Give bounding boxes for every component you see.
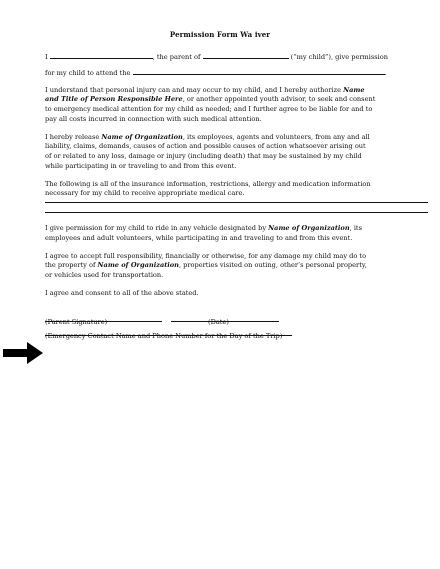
para5-text-b: the property of <box>45 261 96 270</box>
para2-placeholder-org: Name of Organization <box>101 132 183 141</box>
event-name-field[interactable] <box>133 68 385 75</box>
event-line <box>45 68 430 78</box>
para3-text-a: The following is all of the insurance information, restrictions, allergy and medication information <box>45 179 371 188</box>
para5-placeholder-org: Name of Organization <box>97 261 179 270</box>
para1-text-e: to emergency medical attention for my child as needed; and I further agree to be liable for and to <box>45 104 373 113</box>
insurance-info-line-1[interactable] <box>45 202 428 203</box>
vehicle-permission-paragraph <box>45 224 430 243</box>
para2-text-f: while participating in or traveling to and from this event. <box>45 161 237 170</box>
para4-text-a: I give permission for my child to ride in any vehicle designated by <box>45 223 267 232</box>
child-name-field[interactable] <box>203 52 289 59</box>
para4-text-d: employees and adult volunteers, while participating in and traveling to and from this event. <box>45 233 353 242</box>
para1-placeholder-title: and Title of Person Responsible Here <box>45 95 183 104</box>
document-body <box>45 52 430 342</box>
para3-text-b: necessary for my child to receive appropriate medical care. <box>45 189 245 198</box>
para1-text-a: I understand that personal injury can and may occur to my child, and I hereby authorize <box>45 85 341 94</box>
document-title: Permission Form Wa iver <box>169 30 271 39</box>
para2-text-d: liability, claims, demands, causes of action and possible causes of action whatsoever arising out <box>45 142 366 151</box>
para4-text-c: , its <box>349 223 362 232</box>
arrow-right-icon <box>3 342 43 368</box>
line1-text-b: , the parent of <box>152 53 201 61</box>
para2-text-e: of or related to any loss, damage or injury (including death) that may be sustained by my child <box>45 151 362 160</box>
insurance-info-line-2[interactable] <box>45 212 428 213</box>
para5-text-d: , properties visited on outing, other’s personal property, <box>178 261 367 270</box>
para2-text-a: I hereby release <box>45 132 100 141</box>
line1-text-c: (“my child”), give permission <box>290 53 388 61</box>
line2-text-b: . <box>384 68 387 77</box>
para2-text-c: , its employees, agents and volunteers, from any and all <box>182 132 370 141</box>
emergency-contact-label: (Emergency Contact Name and Phone Number for the Day of the Trip) <box>45 332 283 341</box>
para1-text-d: , or another appointed youth advisor, to seek and consent <box>182 95 376 104</box>
para1-placeholder-name: Name <box>343 85 365 94</box>
para5-text-a: I agree to accept full responsibility, financially or otherwise, for any damage my child may do to <box>45 251 367 260</box>
consent-statement <box>45 289 430 299</box>
parent-name-field[interactable] <box>50 52 153 59</box>
date-label: (Date) <box>208 317 229 326</box>
line1-text-a: I <box>45 53 48 61</box>
para5-text-e: or vehicles used for transportation. <box>45 270 164 279</box>
medical-consent-paragraph <box>45 86 430 124</box>
para1-text-f: pay all costs incurred in connection with such medical attention. <box>45 114 262 123</box>
parent-signature-label: (Parent Signature) <box>45 317 108 326</box>
parent-child-line <box>45 52 430 62</box>
para6-text: I agree and consent to all of the above stated. <box>45 289 199 298</box>
release-paragraph <box>45 133 430 171</box>
signature-labels <box>45 318 430 328</box>
insurance-paragraph <box>45 180 430 199</box>
line2-text-a: for my child to attend the <box>45 68 131 77</box>
para4-placeholder-org: Name of Organization <box>268 223 350 232</box>
responsibility-paragraph <box>45 252 430 281</box>
